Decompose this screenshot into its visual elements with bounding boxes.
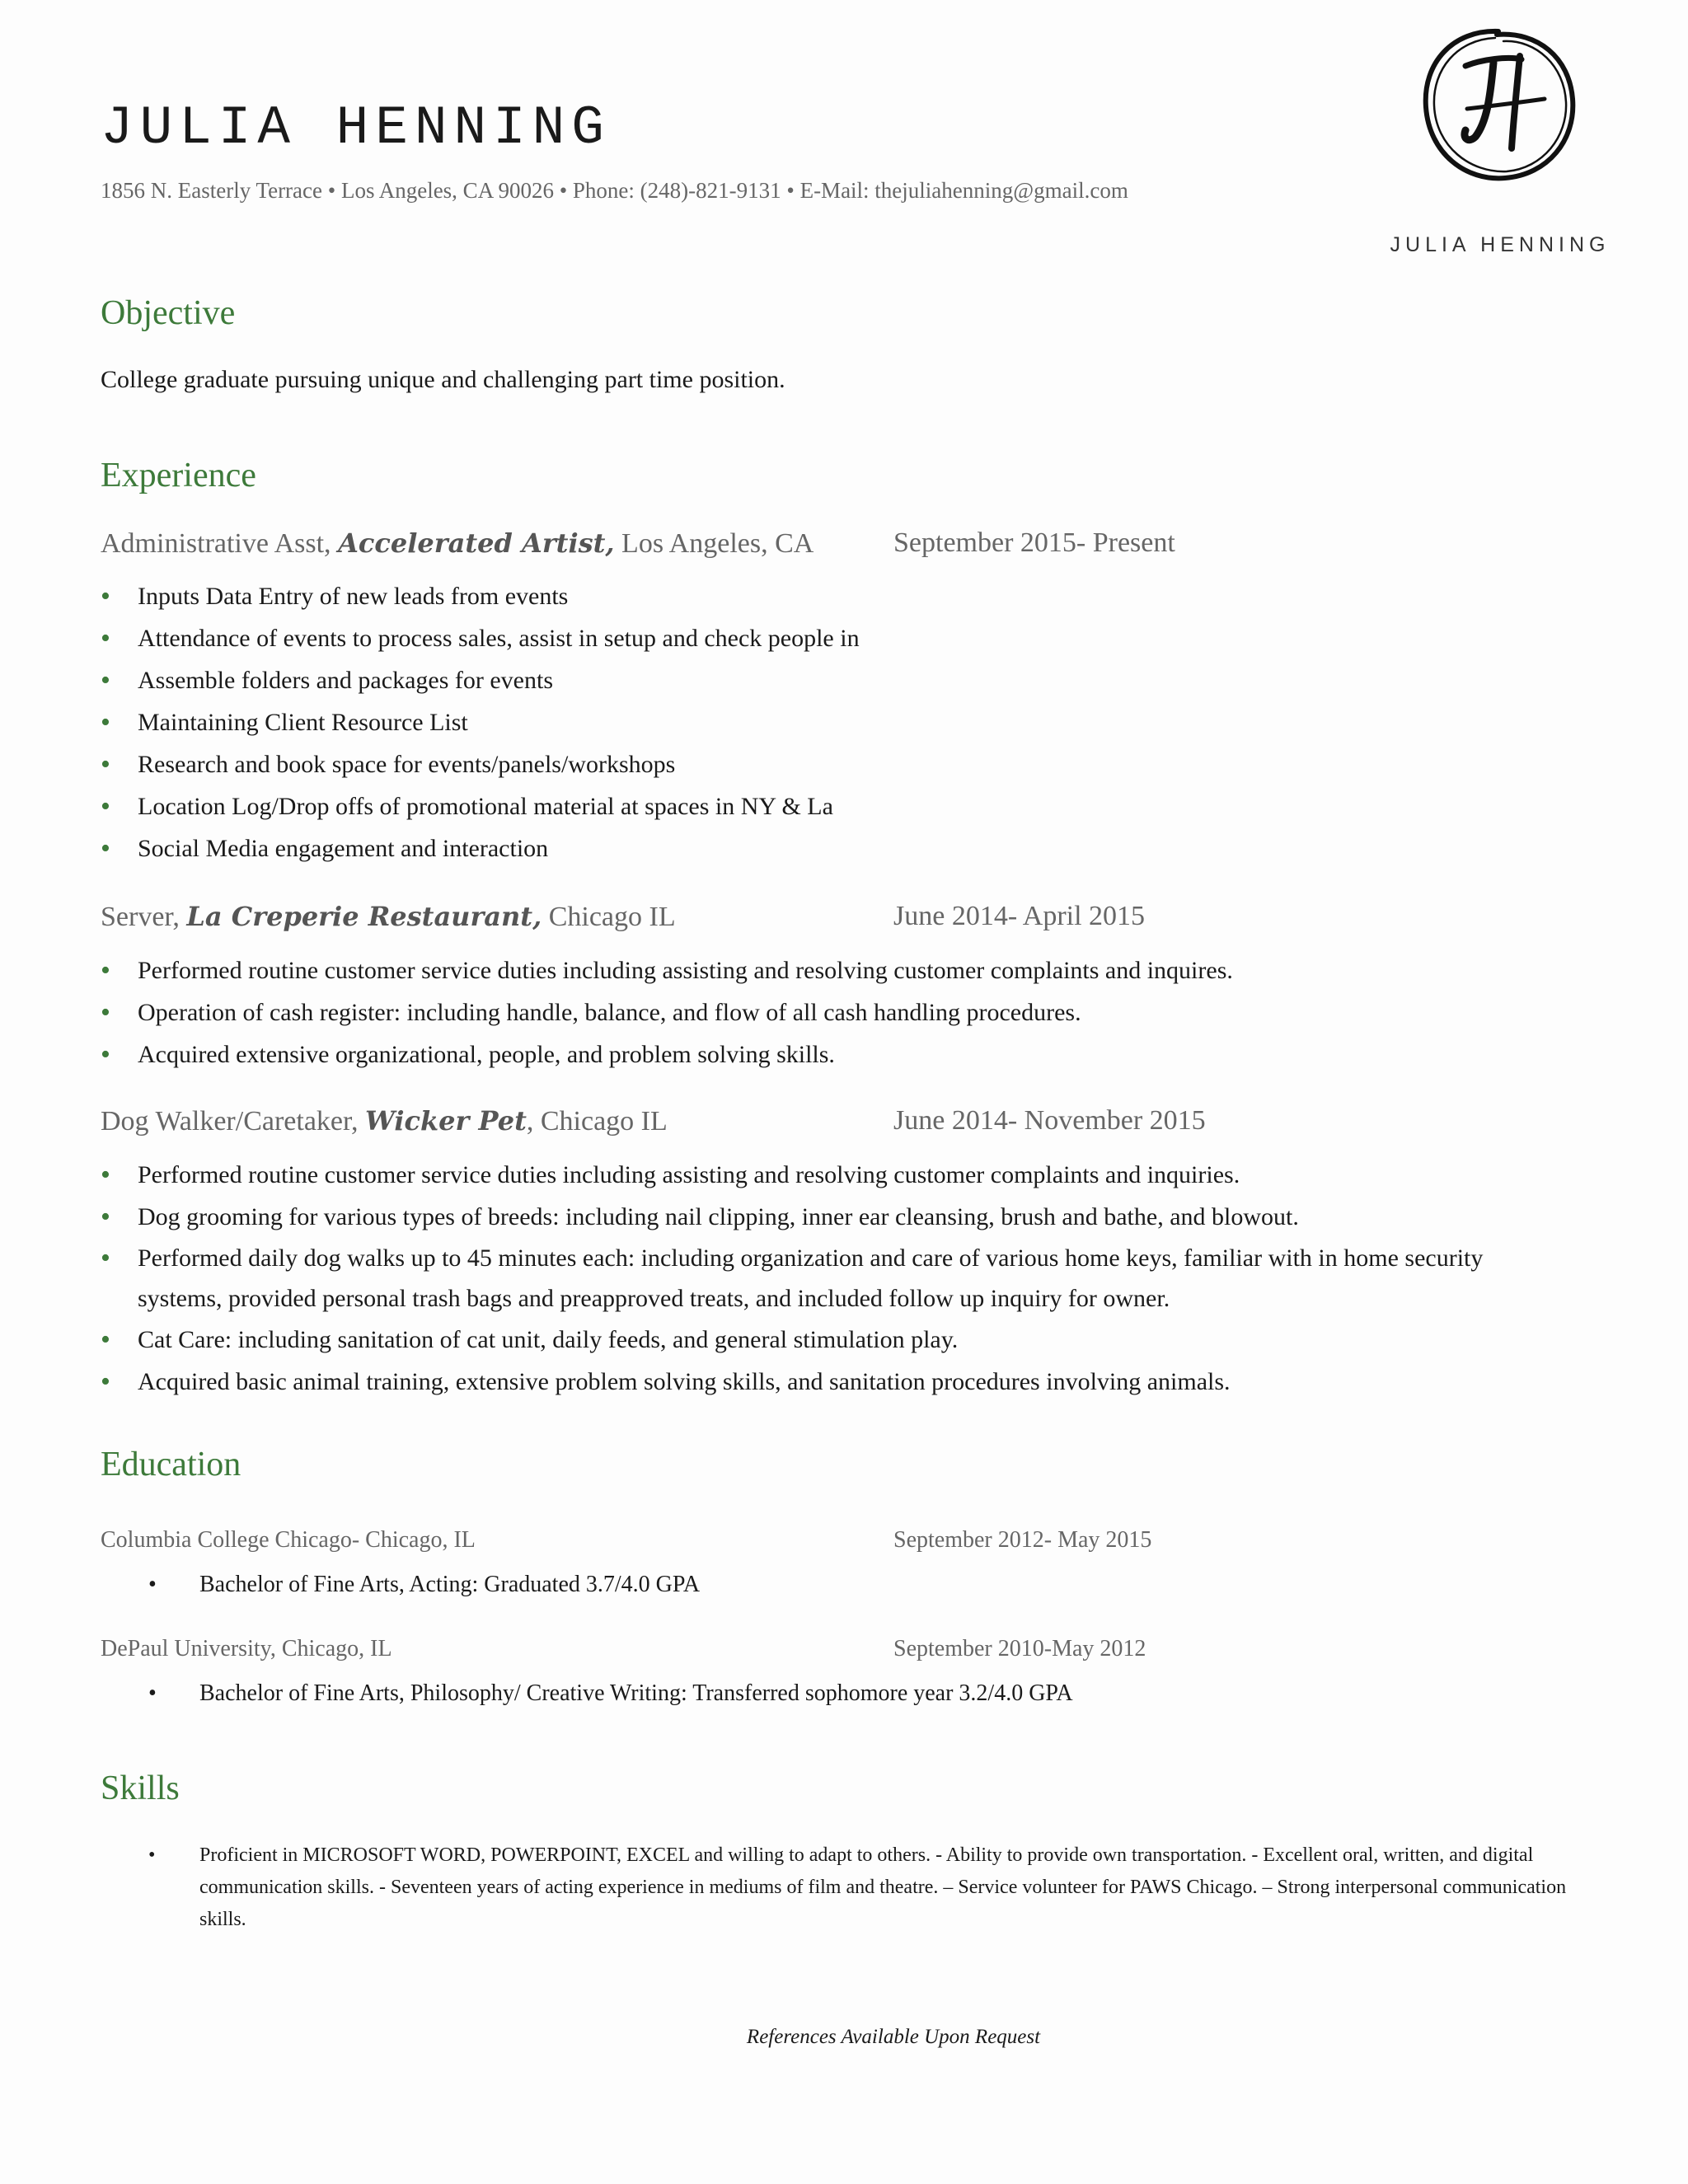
job-dates: September 2015- Present (893, 527, 1175, 558)
job-heading (101, 901, 676, 933)
skills-text: Proficient in MICROSOFT WORD, POWERPOINT, EXCEL and willing to adapt to others. - Ability to provide own transportation. - Excellent oral, written, and digital communication skills. - Seventeen years of acting experience in mediums of film and theatre. – Service volunteer for PAWS Chicago. – Strong interpersonal communication skills. (199, 1844, 1567, 1930)
bullet-icon: • (148, 1844, 156, 1866)
job-company: Accelerated Artist, (338, 527, 615, 559)
bullet-icon: • (148, 1572, 157, 1597)
contact-line: 1856 N. Easterly Terrace • Los Angeles, CA 90026 • Phone: (248)-821-9131 • E-Mail: thejuliahenning@gmail.com (101, 178, 1128, 203)
job-location: , Chicago IL (526, 1106, 668, 1137)
job-role: Administrative Asst, (101, 528, 339, 559)
job-bullet-list (101, 1154, 1559, 1403)
school-detail (148, 1572, 700, 1598)
list-item: • Operation of cash register: including handle, balance, and flow of all cash handling procedures. (101, 991, 1568, 1033)
list-item: • Attendance of events to process sales, assist in setup and check people in (101, 617, 1568, 659)
job-heading (101, 1105, 668, 1137)
school-dates: September 2012- May 2015 (893, 1527, 1152, 1553)
job-heading (101, 527, 814, 560)
list-item: • Maintaining Client Resource List (101, 701, 1568, 743)
job-role: Server, (101, 902, 187, 932)
list-item: • Social Media engagement and interaction (101, 827, 1568, 869)
monogram-logo-icon (1416, 23, 1581, 188)
list-item: • Research and book space for events/panels/workshops (101, 743, 1568, 785)
list-item: • Cat Care: including sanitation of cat unit, daily feeds, and general stimulation play. (101, 1319, 1559, 1361)
skills-paragraph (148, 1840, 1599, 1936)
bullet-icon: • (148, 1680, 157, 1706)
job-role: Dog Walker/Caretaker, (101, 1106, 365, 1137)
job-dates: June 2014- April 2015 (893, 901, 1146, 931)
list-item: • Performed routine customer service duties including assisting and resolving customer complaints and inquiries. (101, 1154, 1559, 1196)
job-bullet-list (101, 949, 1568, 1076)
resume-name: JULIA HENNING (101, 97, 611, 159)
list-item: • Performed routine customer service duties including assisting and resolving customer complaints and inquires. (101, 949, 1568, 991)
list-item: • Acquired extensive organizational, people, and problem solving skills. (101, 1033, 1568, 1076)
list-item: • Assemble folders and packages for events (101, 659, 1568, 701)
school-detail-text: Bachelor of Fine Arts, Acting: Graduated 3.7/4.0 GPA (199, 1572, 701, 1597)
list-item: • Location Log/Drop offs of promotional material at spaces in NY & La (101, 785, 1568, 827)
school-name: Columbia College Chicago- Chicago, IL (101, 1527, 476, 1553)
references-note: References Available Upon Request (746, 2026, 1041, 2048)
section-title-skills: Skills (101, 1769, 180, 1807)
section-title-experience: Experience (101, 457, 256, 494)
school-detail (148, 1680, 1073, 1707)
list-item: • Acquired basic animal training, extensive problem solving skills, and sanitation procedures involving animals. (101, 1361, 1559, 1403)
section-title-objective: Objective (101, 294, 236, 332)
objective-text: College graduate pursuing unique and challenging part time position. (101, 366, 785, 393)
job-location: Chicago IL (542, 902, 676, 932)
section-title-education: Education (101, 1446, 241, 1483)
list-item: • Performed daily dog walks up to 45 minutes each: including organization and care of various home keys, familiar with in home security systems, provided personal trash bags and preapproved treats, and included follow up inquiry for owner. (101, 1238, 1559, 1319)
logo-caption: JULIA HENNING (1390, 233, 1611, 256)
job-dates: June 2014- November 2015 (893, 1105, 1206, 1136)
job-location: Los Angeles, CA (614, 528, 814, 559)
school-name: DePaul University, Chicago, IL (101, 1636, 392, 1661)
list-item: • Inputs Data Entry of new leads from events (101, 575, 1568, 617)
job-company: La Creperie Restaurant, (186, 901, 542, 932)
job-bullet-list (101, 575, 1568, 869)
job-company: Wicker Pet (364, 1105, 527, 1137)
list-item: • Dog grooming for various types of breeds: including nail clipping, inner ear cleansing, brush and bathe, and blowout. (101, 1196, 1559, 1238)
school-detail-text: Bachelor of Fine Arts, Philosophy/ Creative Writing: Transferred sophomore year 3.2/4.0 GPA (199, 1680, 1073, 1706)
school-dates: September 2010-May 2012 (893, 1636, 1146, 1661)
